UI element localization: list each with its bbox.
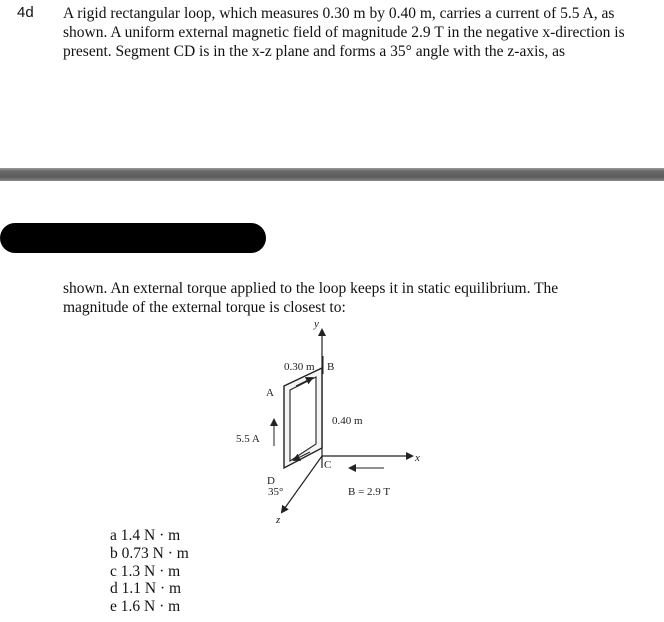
x-axis-label: x bbox=[415, 452, 420, 464]
answer-choice-b[interactable]: b 0.73 N · m bbox=[110, 544, 189, 562]
z-axis-label: z bbox=[276, 514, 281, 526]
image-divider-bar bbox=[0, 168, 664, 181]
answer-choice-e[interactable]: e 1.6 N · m bbox=[110, 598, 181, 616]
answer-choice-a[interactable]: a 1.4 N · m bbox=[110, 527, 181, 544]
redaction-mark bbox=[0, 223, 266, 253]
loop-figure bbox=[226, 316, 426, 526]
question-number: 4d bbox=[17, 4, 34, 21]
corner-D-label: D bbox=[267, 475, 275, 487]
corner-C-label: C bbox=[324, 459, 332, 471]
answer-choices bbox=[110, 527, 189, 616]
width-label: 0.30 m bbox=[284, 361, 315, 373]
corner-A-label: A bbox=[266, 387, 274, 399]
question-text-part-2: shown. An external torque applied to the loop keeps it in static equilibrium. The magnitude of the external torque is closest to: bbox=[63, 280, 559, 316]
corner-B-label: B bbox=[327, 361, 335, 373]
field-label: B = 2.9 T bbox=[348, 486, 391, 498]
current-label: 5.5 A bbox=[236, 433, 260, 445]
height-label: 0.40 m bbox=[332, 415, 363, 427]
answer-choice-d[interactable]: d 1.1 N · m bbox=[110, 580, 182, 598]
y-axis-label: y bbox=[314, 318, 319, 330]
angle-label: 35° bbox=[268, 486, 284, 498]
question-text-part-1: A rigid rectangular loop, which measures 0.30 m by 0.40 m, carries a current of 5.5 A, as shown. A uniform external magnetic field of magnitude 2.9 T in the negative x-direction is present. Segment CD is in the x-z plane and forms a 35° angle with the z-axis, as bbox=[63, 5, 625, 60]
answer-choice-c[interactable]: c 1.3 N · m bbox=[110, 562, 181, 580]
